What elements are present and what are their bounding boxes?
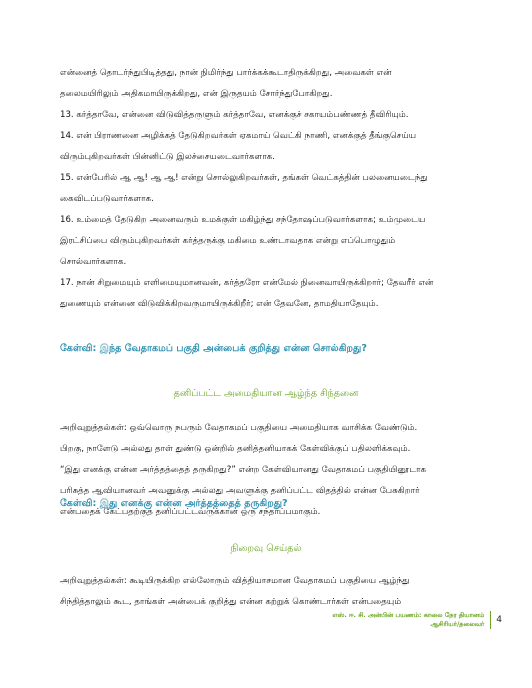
text-line: 15. என்பேரில் ஆ ஆ! ஆ ஆ! என்று சொல்லுகிறவர்கள், தங்கள் வெட்கத்தின் பலனையடைந்து bbox=[60, 173, 428, 183]
text-line: “இது எனக்கு என்ன அர்த்தத்தைத் தருகிறது?” என்ற கேள்வியானது வேதாகமப் பகுதியினூடாக bbox=[60, 465, 427, 475]
verse-15 bbox=[60, 168, 472, 210]
question-heading-2: கேள்வி: இது எனக்கு என்ன அர்த்தத்தைத் தருகிறது? bbox=[60, 498, 288, 509]
text-line: 16. உம்மைத் தேடுகிற அனைவரும் உமக்குள் மகிழ்ந்து சந்தோஷப்படுவார்களாக; உம்முடைய bbox=[60, 215, 426, 225]
text-line: 17. நான் சிறுமையும் எளிமையுமானவன், கர்த்தரோ என்மேல் நினைவாயிருக்கிறார்; தேவரீர் என் bbox=[60, 278, 434, 288]
footer-text bbox=[333, 611, 492, 629]
text-line: என்னைத் தொடர்ந்துபிடித்தது, நான் நிமிர்ந்து பார்க்கக்கூடாதிருக்கிறது, அவைகள் என் bbox=[60, 68, 392, 78]
text-line: இரட்சிப்பை விரும்புகிறவர்கள் கர்த்தருக்கு மகிமை உண்டாவதாக என்று எப்பொழுதும் bbox=[60, 236, 396, 246]
text-line: சொல்வார்களாக. bbox=[60, 257, 127, 267]
footer-title: எஸ். ஈ. சி. அன்பின் பயணம்: காலை நேர தியானம் bbox=[332, 611, 485, 619]
section-title-personal-reflection: தனிப்பட்ட அமைதியான ஆழ்ந்த சிந்தனை bbox=[173, 388, 359, 399]
verse-14 bbox=[60, 126, 472, 168]
verse-16 bbox=[60, 210, 472, 273]
page-footer bbox=[333, 611, 502, 629]
text-line: தலைமயிரிலும் அதிகமாயிருக்கிறது, என் இருதயம் சோர்ந்துபோகிறது. bbox=[60, 89, 333, 99]
page-number: 4 bbox=[496, 615, 502, 625]
text-line: அறிவுறுத்தல்கள்: ஒவ்வொரு நபரும் வேதாகமப் பகுதியை அமைதியாக வாசிக்க வேண்டும். bbox=[60, 423, 418, 433]
text-line: என்பதைக் கேட்பதற்குத் தனிப்பட்டவருக்கான ஒரு சந்தர்ப்பமாகும். bbox=[60, 507, 321, 517]
paragraph-continuation bbox=[60, 63, 472, 105]
text-line: விரும்புகிறவர்கள் பின்னிட்டு இலச்சையடைவார்களாக. bbox=[60, 152, 275, 162]
text-line: கைவிடப்படுவார்களாக. bbox=[60, 194, 154, 204]
text-line: 14. என் பிராணனை அழிக்கத் தேடுகிறவர்கள் ஏகமாய் வெட்கி நாணி, எனக்குத் தீங்குசெய்ய bbox=[60, 131, 417, 141]
text-line: அறிவுறுத்தல்கள்: கூடியிருக்கிற எல்லோரும் வித்தியாசமான வேதாகமப் பகுதியை ஆழ்ந்து bbox=[60, 576, 410, 586]
verse-17 bbox=[60, 273, 472, 315]
verse-13 bbox=[60, 105, 472, 126]
question-heading-1: கேள்வி: இந்த வேதாகமப் பகுதி அன்பைக் குறித்து என்ன சொல்கிறது? bbox=[60, 343, 367, 354]
text-line: துணையும் என்னை விடுவிக்கிறவருமாயிருக்கிறீர்; என் தேவனே, தாமதியாதேயும். bbox=[60, 299, 379, 309]
section-title-closing: நிறைவு செய்தல் bbox=[230, 543, 302, 554]
text-line: 13. கர்த்தாவே, என்னை விடுவித்தருளும் கர்த்தாவே, எனக்குச் சகாயம்பண்ணத் தீவிரியும். bbox=[60, 110, 409, 120]
text-line: பரிசுத்த ஆவியானவர் அவனுக்கு அல்லது அவளுக்கு தனிப்பட்ட விதத்தில் என்ன பேசுகிறார் bbox=[60, 486, 420, 496]
footer-subtitle: ஆசிரியர்/தலைவர் bbox=[430, 620, 485, 628]
text-line: சிந்தித்தாலும் கூட, தாங்கள் அன்பைக் குறித்து என்ன கற்றுக் கொண்டார்கள் என்பதையும் bbox=[60, 597, 402, 607]
text-line: பிறகு, நாளேடு அல்லது தாள் துண்டு ஒன்றில் தனித்தனியாகக் கேள்விக்குப் பதிலளிக்கவும். bbox=[60, 444, 411, 454]
section2-body bbox=[60, 571, 472, 613]
